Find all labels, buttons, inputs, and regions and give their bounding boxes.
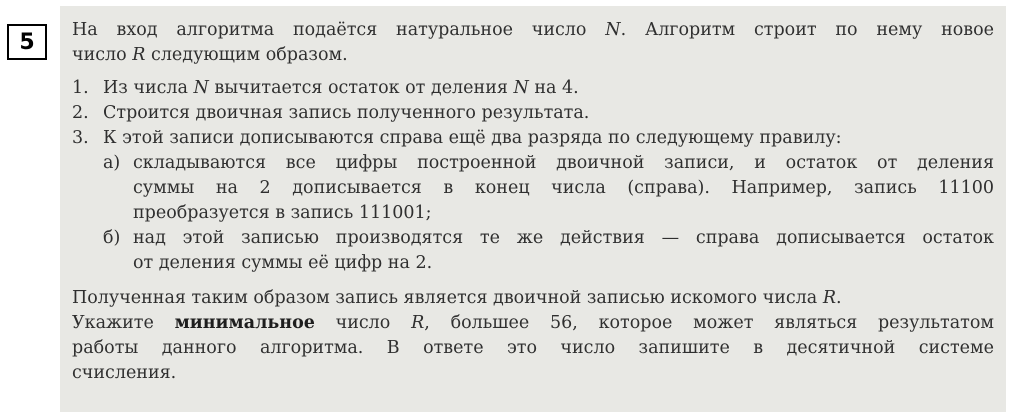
outro-line-4: счисления.: [72, 363, 177, 383]
steps-list: [72, 76, 994, 276]
var-r: R: [132, 45, 146, 65]
substep-b: б) над этой записью производятся те же действия — справа дописывается остаток от деления суммы её цифр на 2.: [103, 228, 994, 273]
intro-line-2: число R следующим образом.: [72, 45, 348, 65]
substep-marker: а): [103, 153, 121, 173]
substep-a: а) складываются все цифры построенной двоичной записи, и остаток от деления суммы на 2 дописывается в конец числа (справа). Например, запись 11100 преобразуется в запись 111001;: [103, 153, 994, 223]
var-n: N: [513, 78, 529, 98]
step-marker: 1.: [72, 78, 89, 98]
step-marker: 3.: [72, 128, 89, 148]
intro-line-1: На вход алгоритма подаётся натуральное число N. Алгоритм строит по нему новое: [72, 20, 995, 40]
task-page: [60, 6, 1006, 412]
outro-paragraph: [72, 286, 994, 386]
step-marker: 2.: [72, 103, 89, 123]
outro-line-1: Полученная таким образом запись является двоичной записью искомого числа R.: [72, 288, 842, 308]
var-n: N: [605, 20, 621, 40]
var-r: R: [411, 313, 425, 333]
var-r: R: [822, 288, 836, 308]
substep-marker: б): [103, 228, 121, 248]
outro-line-2: Укажите минимальное число R, большее 56, которое может являться результатом: [72, 313, 994, 333]
step-1: 1. Из числа N вычитается остаток от деления N на 4.: [72, 76, 994, 101]
step-3: 3. К этой записи дописываются справа ещё два разряда по следующему правилу:: [72, 126, 994, 151]
task-text: [72, 18, 994, 386]
var-n: N: [193, 78, 209, 98]
step-2: 2. Строится двоичная запись полученного результата.: [72, 101, 994, 126]
outro-line-3: работы данного алгоритма. В ответе это число запишите в десятичной системе: [72, 338, 994, 358]
emphasis-minimal: минимальное: [174, 313, 315, 333]
intro-paragraph: [72, 18, 994, 68]
task-number-badge: 5: [7, 24, 47, 60]
